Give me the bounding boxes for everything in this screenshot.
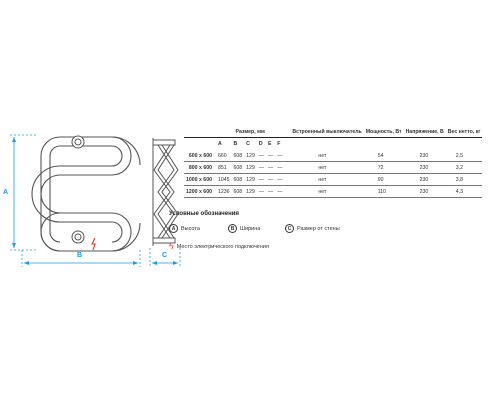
legend-item-power — [169, 242, 269, 251]
table-row — [184, 150, 482, 162]
cell-f: — — [275, 162, 284, 174]
cell-b: 608 — [232, 186, 245, 198]
cell-voltage: 230 — [404, 162, 446, 174]
row-model: 800 х 600 — [184, 162, 216, 174]
cell-weight: 4,3 — [446, 186, 483, 198]
cell-a: 1045 — [216, 174, 232, 186]
front-view — [32, 137, 140, 251]
legend-height-label: Высота — [181, 225, 200, 232]
cell-voltage: 230 — [404, 150, 446, 162]
letter-b-icon: B — [228, 224, 237, 233]
legend-width-label: Ширина — [240, 225, 261, 232]
cell-weight: 2,5 — [446, 150, 483, 162]
subcol-e: E — [268, 141, 272, 147]
legend-title: Условные обозначения — [169, 211, 239, 217]
spec-table — [184, 126, 482, 198]
subcol-a: A — [217, 141, 222, 147]
legend-item-height — [169, 224, 200, 233]
legend-item-width — [228, 224, 260, 233]
cell-switch: нет — [284, 186, 363, 198]
cell-c: 129 — [244, 174, 257, 186]
cell-d: — — [257, 150, 266, 162]
cell-d: — — [257, 174, 266, 186]
mount-top — [72, 136, 84, 148]
cell-f: — — [275, 150, 284, 162]
cell-power: 72 — [364, 162, 404, 174]
cell-e: — — [266, 186, 275, 198]
cell-power: 54 — [364, 150, 404, 162]
cell-e: — — [266, 162, 275, 174]
table-row — [184, 174, 482, 186]
cell-c: 129 — [244, 150, 257, 162]
cell-d: — — [257, 162, 266, 174]
lightning-icon: ϟ — [169, 241, 174, 251]
cell-f: — — [275, 174, 284, 186]
cell-f: — — [275, 186, 284, 198]
cell-b: 608 — [232, 150, 245, 162]
legend-wall-distance-label: Размер от стены — [297, 225, 340, 232]
table-row — [184, 186, 482, 198]
cell-voltage: 230 — [404, 186, 446, 198]
dimension-b-label: B — [77, 252, 83, 259]
cell-d: — — [257, 186, 266, 198]
cell-e: — — [266, 174, 275, 186]
subcol-b: B — [233, 141, 238, 147]
header-power: Мощность, Вт — [364, 126, 404, 138]
cell-switch: нет — [284, 150, 363, 162]
table-row — [184, 162, 482, 174]
subcol-f: F — [277, 141, 281, 147]
cell-power: 110 — [364, 186, 404, 198]
letter-a-icon: A — [169, 224, 178, 233]
cell-voltage: 230 — [404, 174, 446, 186]
cell-b: 608 — [232, 162, 245, 174]
cell-b: 608 — [232, 174, 245, 186]
subcol-c: C — [246, 141, 250, 147]
legend-power-label: Место электрического подключения — [176, 243, 269, 250]
cell-c: 129 — [244, 186, 257, 198]
cell-a: 1236 — [216, 186, 232, 198]
cell-switch: нет — [284, 162, 363, 174]
header-weight: Вес нетто, кг — [446, 126, 483, 138]
dimension-a-label: A — [3, 189, 9, 196]
power-marker — [92, 238, 95, 250]
cell-weight: 3,8 — [446, 174, 483, 186]
dimension-c-label: C — [162, 252, 168, 259]
header-switch: Встроенный выключатель — [284, 126, 363, 138]
row-model: 600 х 600 — [184, 150, 216, 162]
cell-e: — — [266, 150, 275, 162]
row-model: 1200 х 600 — [184, 186, 216, 198]
spec-table-header — [184, 126, 482, 138]
header-size: Размер, мм — [216, 126, 284, 138]
cell-weight: 3,2 — [446, 162, 483, 174]
spec-table-subheader — [184, 138, 482, 151]
cell-c: 129 — [244, 162, 257, 174]
letter-c-icon: C — [285, 224, 294, 233]
cell-a: 851 — [216, 162, 232, 174]
legend-item-wall-distance — [285, 224, 340, 233]
cell-power: 90 — [364, 174, 404, 186]
header-voltage: Напряжение, В — [404, 126, 446, 138]
cell-a: 660 — [216, 150, 232, 162]
subcol-d: D — [258, 141, 263, 147]
mount-bottom — [72, 231, 84, 243]
cell-switch: нет — [284, 174, 363, 186]
row-model: 1000 х 600 — [184, 174, 216, 186]
